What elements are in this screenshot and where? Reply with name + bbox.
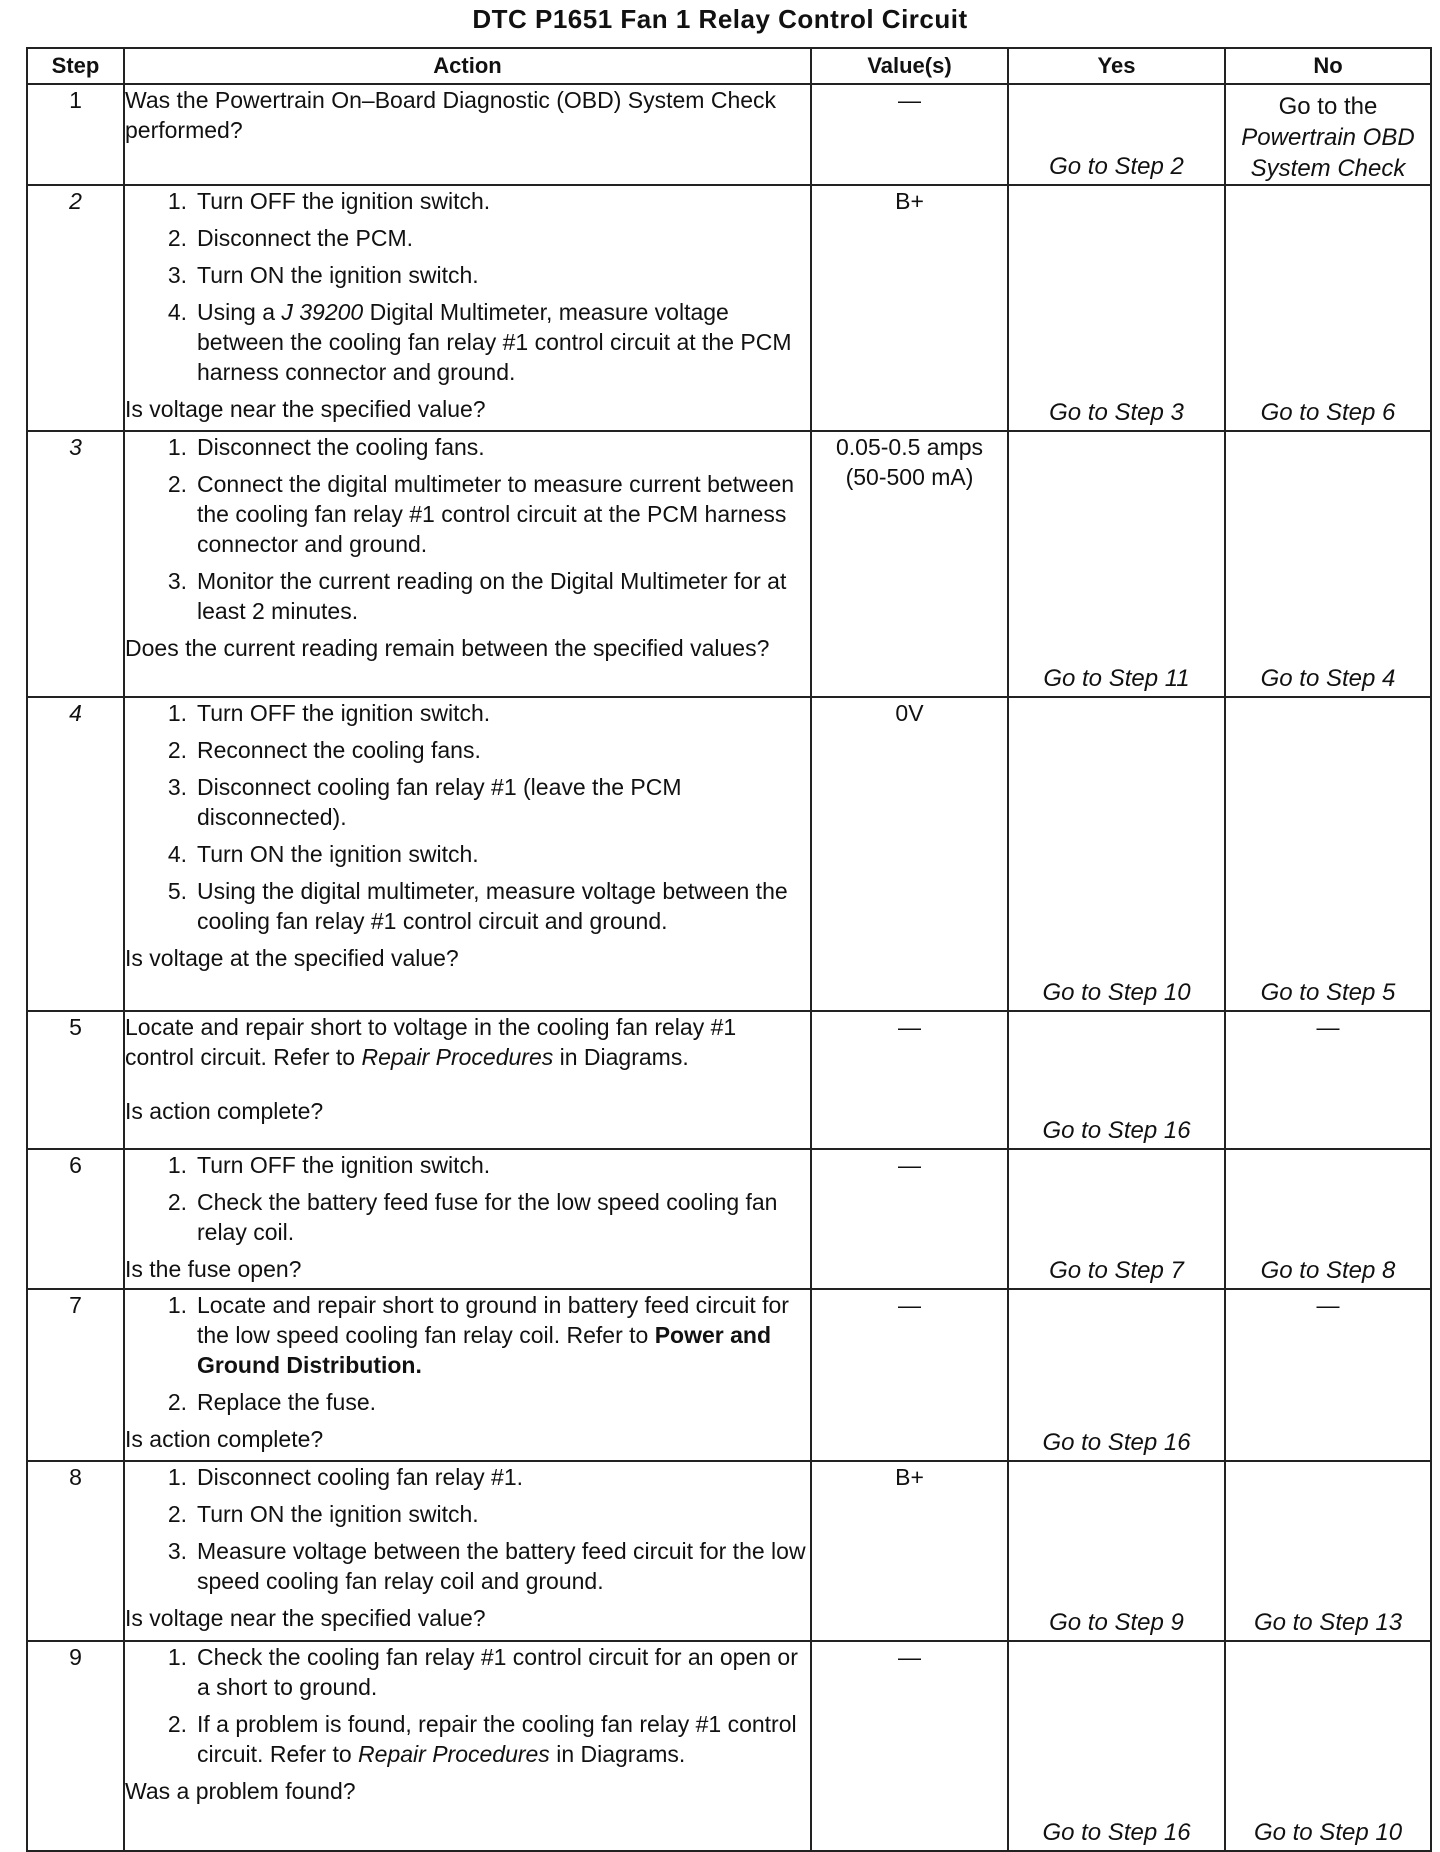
header-no: No xyxy=(1225,48,1431,84)
list-item: 1. Disconnect cooling fan relay #1. xyxy=(167,1464,524,1490)
action-cell xyxy=(124,185,811,431)
action-cell xyxy=(124,697,811,1011)
yes-cell xyxy=(1008,1149,1225,1289)
yes-result: Go to Step 7 xyxy=(1049,1257,1184,1284)
table-row xyxy=(27,1461,1431,1641)
list-item: 4. Turn ON the ignition switch. xyxy=(167,841,479,867)
action-list xyxy=(125,1290,810,1417)
no-result: Go to Step 6 xyxy=(1260,399,1396,426)
value-cell: — xyxy=(811,84,1008,185)
list-item: 2. Turn ON the ignition switch. xyxy=(167,1501,479,1527)
value-cell xyxy=(811,431,1008,697)
no-cell xyxy=(1225,697,1431,1011)
list-item: 1. Turn OFF the ignition switch. xyxy=(167,1152,491,1178)
no-result: Go to Step 10 xyxy=(1253,1819,1403,1846)
value-cell: B+ xyxy=(811,1461,1008,1641)
value-cell: — xyxy=(811,1011,1008,1149)
no-cell xyxy=(1225,84,1431,185)
list-item: 2. Replace the fuse. xyxy=(167,1389,377,1415)
action-cell xyxy=(124,84,811,185)
no-result: Go to Step 5 xyxy=(1260,979,1396,1006)
table-row xyxy=(27,431,1431,697)
step-number: 7 xyxy=(27,1289,124,1461)
list-item: 1. Disconnect the cooling fans. xyxy=(167,434,485,460)
yes-result: Go to Step 11 xyxy=(1043,665,1190,692)
step-number: 9 xyxy=(27,1641,124,1851)
value-line: 0.05-0.5 amps xyxy=(835,434,984,460)
table-row xyxy=(27,1149,1431,1289)
table-row xyxy=(27,1641,1431,1851)
table-row xyxy=(27,697,1431,1011)
yes-result: Go to Step 16 xyxy=(1042,1117,1191,1144)
action-question: Is the fuse open? xyxy=(125,1256,302,1282)
list-item: 1. Turn OFF the ignition switch. xyxy=(167,188,491,214)
no-result-line: Go to the xyxy=(1278,93,1378,120)
yes-cell xyxy=(1008,185,1225,431)
value-cell: — xyxy=(811,1149,1008,1289)
yes-cell xyxy=(1008,697,1225,1011)
table-header-row xyxy=(27,48,1431,84)
header-action: Action xyxy=(124,48,811,84)
header-yes: Yes xyxy=(1008,48,1225,84)
list-item: 1. Check the cooling fan relay #1 control circuit for an open or a short to ground. xyxy=(167,1644,798,1700)
no-cell xyxy=(1225,1461,1431,1641)
action-list xyxy=(125,698,810,936)
list-item: 2. Reconnect the cooling fans. xyxy=(167,737,481,763)
yes-cell xyxy=(1008,431,1225,697)
action-list xyxy=(125,1642,810,1769)
action-text: Locate and repair short to voltage in the cooling fan relay #1 control circuit. Refer to Repair Procedures in Diagrams. xyxy=(125,1014,737,1070)
step-number: 1 xyxy=(27,84,124,185)
table-row xyxy=(27,185,1431,431)
value-line: (50-500 mA) xyxy=(845,464,974,490)
diagnostic-table xyxy=(26,47,1432,1852)
yes-result: Go to Step 16 xyxy=(1042,1429,1191,1456)
no-cell xyxy=(1225,1149,1431,1289)
yes-cell xyxy=(1008,1641,1225,1851)
action-question: Is action complete? xyxy=(125,1426,324,1452)
yes-cell xyxy=(1008,1461,1225,1641)
action-question: Is voltage at the specified value? xyxy=(125,945,459,971)
no-result: Go to Step 8 xyxy=(1260,1257,1396,1284)
action-list xyxy=(125,1150,810,1247)
list-item: 2. Disconnect the PCM. xyxy=(167,225,414,251)
action-cell xyxy=(124,1461,811,1641)
no-cell xyxy=(1225,185,1431,431)
action-list xyxy=(125,186,810,387)
yes-result: Go to Step 9 xyxy=(1049,1609,1184,1636)
action-cell xyxy=(124,1289,811,1461)
action-text: Was the Powertrain On–Board Diagnostic (OBD) System Check performed? xyxy=(125,87,777,143)
value-cell: 0V xyxy=(811,697,1008,1011)
list-item: 3. Monitor the current reading on the Digital Multimeter for at least 2 minutes. xyxy=(167,568,787,624)
action-question: Is voltage near the specified value? xyxy=(125,396,486,422)
header-step: Step xyxy=(27,48,124,84)
yes-result: Go to Step 10 xyxy=(1042,979,1191,1006)
action-cell xyxy=(124,1641,811,1851)
list-item: 1. Locate and repair short to ground in battery feed circuit for the low speed cooling fan relay coil. Refer to Power and Ground Distribution. xyxy=(167,1292,789,1378)
step-number: 5 xyxy=(27,1011,124,1149)
list-item: 2. If a problem is found, repair the cooling fan relay #1 control circuit. Refer to Repair Procedures in Diagrams. xyxy=(167,1711,797,1767)
no-result-line: System Check xyxy=(1250,155,1406,182)
step-number: 8 xyxy=(27,1461,124,1641)
list-item: 4. Using a J 39200 Digital Multimeter, measure voltage between the cooling fan relay #1 control circuit at the PCM harness connector and ground. xyxy=(167,299,792,385)
list-item: 1. Turn OFF the ignition switch. xyxy=(167,700,491,726)
action-question: Is voltage near the specified value? xyxy=(125,1605,486,1631)
action-cell xyxy=(124,1149,811,1289)
no-result xyxy=(1226,85,1430,184)
list-item: 3. Measure voltage between the battery feed circuit for the low speed cooling fan relay coil and ground. xyxy=(167,1538,806,1594)
no-cell: — xyxy=(1225,1289,1431,1461)
value-cell: — xyxy=(811,1641,1008,1851)
list-item: 2. Connect the digital multimeter to measure current between the cooling fan relay #1 control circuit at the PCM harness connector and ground. xyxy=(167,471,795,557)
no-result: Go to Step 13 xyxy=(1253,1609,1403,1636)
value-cell: B+ xyxy=(811,185,1008,431)
yes-result: Go to Step 2 xyxy=(1049,153,1184,180)
step-number: 3 xyxy=(27,431,124,697)
no-result: Go to Step 4 xyxy=(1260,665,1396,692)
table-row xyxy=(27,1289,1431,1461)
step-number: 6 xyxy=(27,1149,124,1289)
action-question: Is action complete? xyxy=(125,1098,324,1124)
list-item: 2. Check the battery feed fuse for the low speed cooling fan relay coil. xyxy=(167,1189,778,1245)
step-number: 2 xyxy=(27,185,124,431)
no-cell xyxy=(1225,431,1431,697)
action-question: Does the current reading remain between the specified values? xyxy=(125,635,770,661)
no-cell xyxy=(1225,1641,1431,1851)
yes-cell xyxy=(1008,1011,1225,1149)
no-cell: — xyxy=(1225,1011,1431,1149)
value-cell: — xyxy=(811,1289,1008,1461)
table-row xyxy=(27,1011,1431,1149)
table-row xyxy=(27,84,1431,185)
action-list xyxy=(125,432,810,626)
step-number: 4 xyxy=(27,697,124,1011)
action-cell xyxy=(124,431,811,697)
list-item: 3. Turn ON the ignition switch. xyxy=(167,262,479,288)
yes-cell xyxy=(1008,1289,1225,1461)
yes-result: Go to Step 3 xyxy=(1049,399,1184,426)
no-result-line: Powertrain OBD xyxy=(1241,124,1415,151)
action-question: Was a problem found? xyxy=(125,1778,356,1804)
action-cell xyxy=(124,1011,811,1149)
header-values: Value(s) xyxy=(811,48,1008,84)
action-list xyxy=(125,1462,810,1596)
list-item: 5. Using the digital multimeter, measure voltage between the cooling fan relay #1 control circuit and ground. xyxy=(167,878,788,934)
page-title: DTC P1651 Fan 1 Relay Control Circuit xyxy=(472,4,968,34)
yes-result: Go to Step 16 xyxy=(1042,1819,1191,1846)
yes-cell xyxy=(1008,84,1225,185)
list-item: 3. Disconnect cooling fan relay #1 (leave the PCM disconnected). xyxy=(167,774,682,830)
